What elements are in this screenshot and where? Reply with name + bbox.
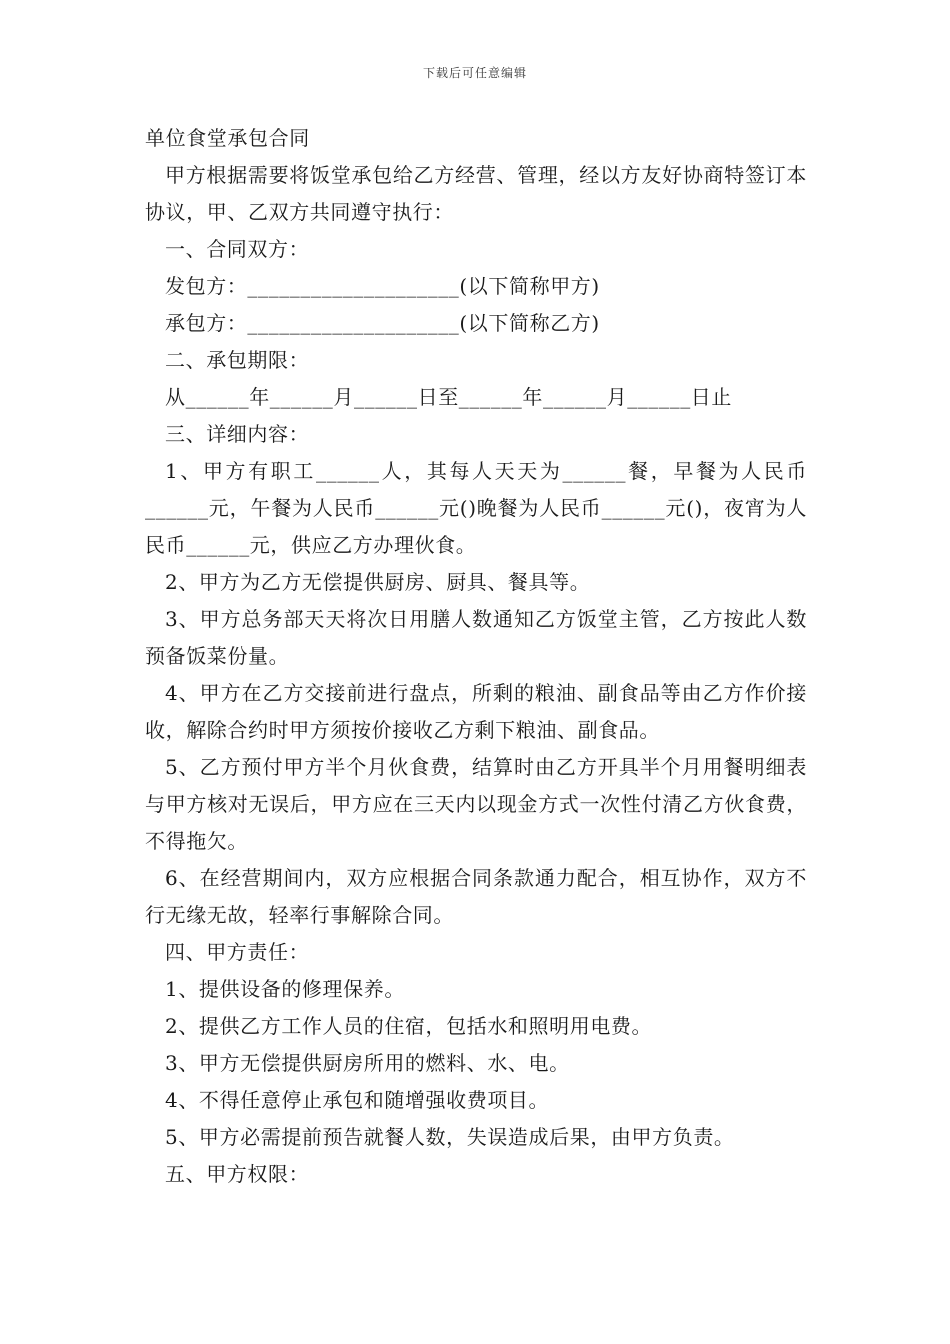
detail-item-6: 6、在经营期间内，双方应根据合同条款通力配合，相互协作，双方不行无缘无故，轻率行事解除合同。: [145, 866, 807, 927]
term-line: 从______年______月______日至______年______月______日止: [165, 385, 732, 409]
party-a-line: 发包方：____________________(以下简称甲方): [165, 274, 600, 298]
intro-paragraph: 甲方根据需要将饭堂承包给乙方经营、管理，经以方友好协商特签订本协议，甲、乙双方共同遵守执行：: [145, 163, 807, 224]
duty-item-1: 1、提供设备的修理保养。: [165, 977, 405, 1001]
detail-item-2: 2、甲方为乙方无偿提供厨房、厨具、餐具等。: [165, 570, 591, 594]
detail-item-5: 5、乙方预付甲方半个月伙食费，结算时由乙方开具半个月用餐明细表与甲方核对无误后，甲方应在三天内以现金方式一次性付清乙方伙食费，不得拖欠。: [145, 755, 807, 853]
duty-item-5: 5、甲方必需提前预告就餐人数，失误造成后果，由甲方负责。: [165, 1125, 735, 1149]
section-heading-details: 三、详细内容：: [165, 422, 310, 446]
header-note: 下载后可任意编辑: [422, 66, 527, 80]
document-body: [145, 120, 807, 1193]
document-title: 单位食堂承包合同: [145, 126, 310, 150]
detail-item-1: 1、甲方有职工______人，其每人天天为______餐，早餐为人民币______元，午餐为人民币______元()晚餐为人民币______元()，夜宵为人民币______元，供应乙方办理伙食。: [145, 459, 807, 557]
detail-item-4: 4、甲方在乙方交接前进行盘点，所剩的粮油、副食品等由乙方作价接收，解除合约时甲方须按价接收乙方剩下粮油、副食品。: [145, 681, 807, 742]
section-heading-term: 二、承包期限：: [165, 348, 310, 372]
section-heading-party-a-rights: 五、甲方权限：: [165, 1162, 310, 1186]
section-heading-party-a-duties: 四、甲方责任：: [165, 940, 310, 964]
section-heading-parties: 一、合同双方：: [165, 237, 310, 261]
party-b-line: 承包方：____________________(以下简称乙方): [165, 311, 600, 335]
detail-item-3: 3、甲方总务部天天将次日用膳人数通知乙方饭堂主管，乙方按此人数预备饭菜份量。: [145, 607, 807, 668]
duty-item-3: 3、甲方无偿提供厨房所用的燃料、水、电。: [165, 1051, 570, 1075]
duty-item-4: 4、不得任意停止承包和随增强收费项目。: [165, 1088, 550, 1112]
duty-item-2: 2、提供乙方工作人员的住宿，包括水和照明用电费。: [165, 1014, 653, 1038]
